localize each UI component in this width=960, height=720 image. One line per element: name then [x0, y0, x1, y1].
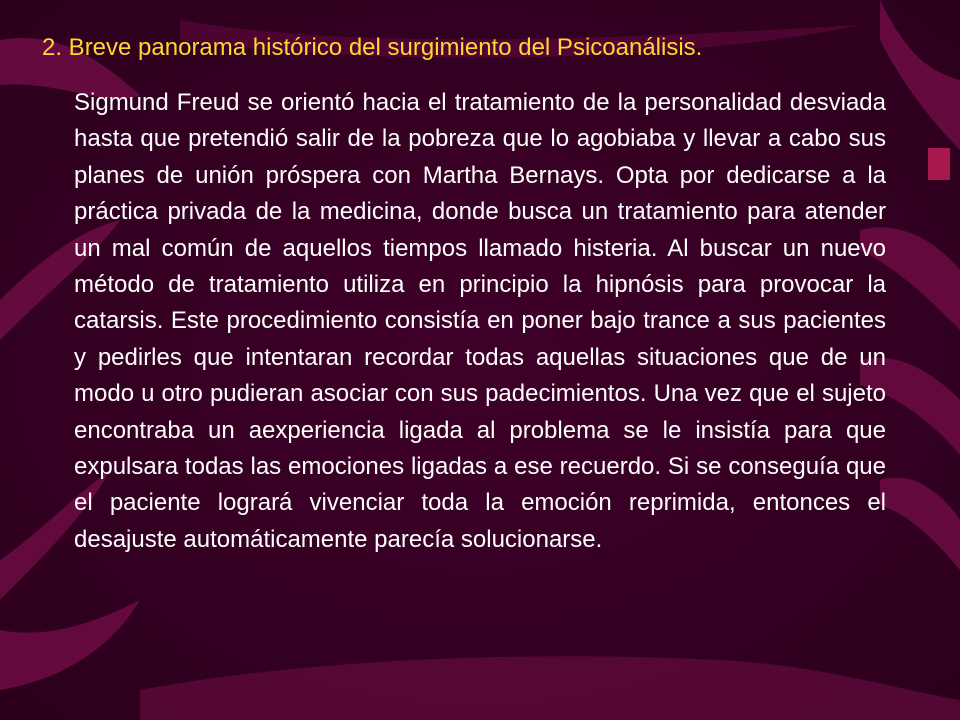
accent-square: [928, 148, 950, 180]
slide-body-text: Sigmund Freud se orientó hacia el tratamiento de la personalidad desviada hasta que pretendió salir de la pobreza que lo agobiaba y llevar a cabo sus planes de unión próspera con Martha Bernays. Opta por dedicarse a la práctica privada de la medicina, donde busca un tratamiento para atender un mal común de aquellos tiempos llamado histeria. Al buscar un nuevo método de tratamiento utiliza en principio la hipnósis para provocar la catarsis. Este procedimiento consistía en poner bajo trance a sus pacientes y pedirles que intentaran recordar todas aquellas situaciones que de un modo u otro pudieran asociar con sus padecimientos. Una vez que el sujeto encontraba un aexperiencia ligada al problema se le insistía para que expulsara todas las emociones ligadas a ese recuerdo. Si se conseguía que el paciente logrará vivenciar toda la emoción reprimida, entonces el desajuste automáticamente parecía solucionarse.: [74, 89, 886, 553]
slide-title: 2. Breve panorama histórico del surgimiento del Psicoanálisis.: [42, 34, 703, 61]
